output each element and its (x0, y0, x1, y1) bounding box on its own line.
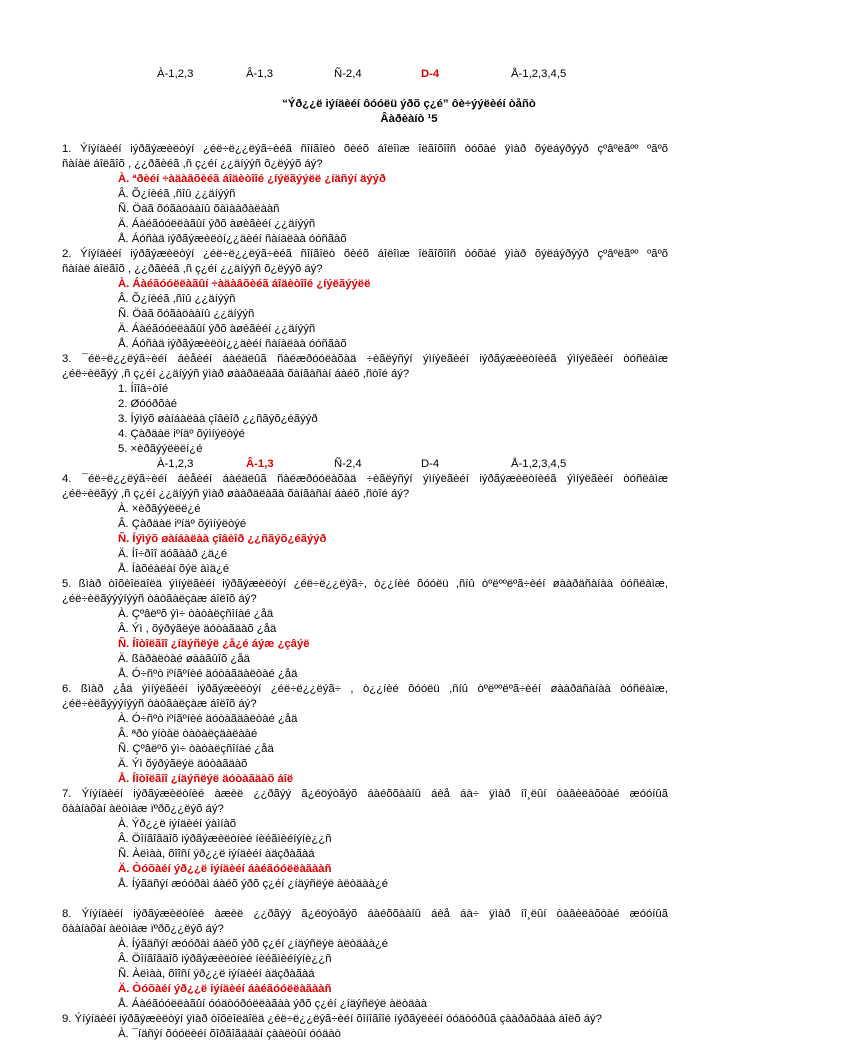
question-1-line-1: 1. Ýíýíäèéí iýðãýæèëòýí ¿éë÷ë¿¿ëýã÷èéã ñîíãîëò õèéõ áîëîìæ îëãîõîîñ òóõàé ÿìàð õýëáýðýýð çºâºëãºº ºãºõ (62, 143, 668, 155)
q6-option-c: Ñ. Çºâëºõ ýì÷ òàòàëçñîíàé ¿åä (118, 743, 274, 755)
q2-option-e: Å. Áóñàä iýðãýæèëòí¿¿äèéí ñàíàëàà óóñãàõ (118, 338, 347, 350)
q1-option-a-correct: À. ªðèéí ÷àäàâõèéã áîäèòîîé ¿íýëãýýëë ¿íäñýí äýýð (118, 173, 386, 185)
q2-option-d: Ä. Áàéãóóëëàãûí ýðõ àøèãèéí ¿¿äíýýñ (118, 323, 316, 335)
q6-option-b: Â. ªðò ÿíòàë òàòàëçäàëààé (118, 728, 258, 740)
q6-option-a: À. Ó÷ñºò iºíãºíèé äóòàãäàëòàé ¿åä (118, 713, 298, 725)
q7-option-c: Ñ. Àëìàà, õîîñí ýð¿¿ë iýíäèéí àäçðàãàá (118, 848, 315, 860)
question-8-line-1: 8. Ýíýíäèéí iýðãýæèëòíèé àæèë ¿¿ðãýý ã¿éöýòãýõ áàéõõààíû áèå áà÷ ÿìàð íî¸ëûí òàâèëàõòàé æóóíûã (62, 908, 668, 920)
answer-d-highlighted: D-4 (421, 68, 440, 80)
q8-option-e: Å. Áàéãóóëëàãûí óóäòóðóëëàãàà ýðõ ç¿éí ¿íäýñëýë àëòäàà (118, 998, 428, 1010)
answer-e: Å-1,2,3,4,5 (511, 458, 567, 470)
q8-option-a: À. Íýãäñýí æóóðàì áàéõ ýðõ ç¿éí ¿íäýñëýë àëòäàà¿é (118, 938, 389, 950)
q5-option-d: Ä. ßàðàëòàé øààãûîõ ¿åä (118, 653, 250, 665)
answer-c: Ñ-2,4 (334, 458, 362, 470)
answer-b: Â-1,3 (246, 68, 274, 80)
answer-d: D-4 (421, 458, 440, 470)
answer-a: À-1,2,3 (157, 458, 194, 470)
q7-option-d-correct: Ä. Òóõàéí ýð¿¿ë iýíäèéí áàéãóóëëàãààñ (118, 863, 332, 875)
answer-e: Å-1,2,3,4,5 (511, 68, 567, 80)
q4-option-a: À. ×èðãýýëëë¿é (118, 503, 201, 515)
q3-item-5: 5. ×èðãýýëëëí¿é (118, 443, 203, 455)
q2-option-b: Â. Õ¿íèéã ,ñîû ¿¿äíýýñ (118, 293, 236, 305)
q4-option-e: Å. Íàõéàëàí õýë àìä¿é (118, 563, 230, 575)
q6-option-e-correct: Å. Íîòîëãîî ¿íäýñëýë äóòàãäàõ áîë (118, 773, 294, 785)
question-1-line-2: ñàíàë áîëãîõ , ¿¿ðãèéã ,ñ ç¿éí ¿¿äíýýñ õ¿ëýýõ áý? (62, 158, 323, 170)
question-6-line-1: 6. ßìàð ¿åä ýìíýëãèéí iýðãýæèëòýí ¿éë÷ë¿¿ëýã÷ , ò¿¿íèé õóóëü ,ñíû òºëººëºã÷èéí øààðäñàíàà òóñëàìæ, (62, 683, 668, 695)
answer-key-row-2 (0, 457, 728, 472)
answer-a: À-1,2,3 (157, 68, 194, 80)
question-6-line-2: ¿éë÷èëãýýýíýýñ òàòãàëçàæ áîëîõ áý? (62, 698, 257, 710)
q6-option-d: Ä. Ýì õýðýãëýë äóòàãäàõ (118, 758, 248, 770)
q7-option-a: À. Ýð¿¿ë iýíäèéí ýàìíàõ (118, 818, 237, 830)
q4-option-b: Â. Çàðäàë iºíäº õýìíýëòýé (118, 518, 247, 530)
question-7-line-2: õààíàõàí àëòìàæ ïºðõ¿¿ëýõ áý? (62, 803, 224, 815)
q3-item-2: 2. Øóóðõàé (118, 398, 178, 410)
q2-option-c: Ñ. Öàã õóãàöààíû ¿¿äíýýñ (118, 308, 255, 320)
q1-option-d: Ä. Áàéãóóëëàãûí ýðõ àøèãèéí ¿¿äíýýñ (118, 218, 316, 230)
question-2-line-1: 2. Ýíýíäèéí iýðãýæèëòýí ¿éë÷ë¿¿ëýã÷èéã ñîíãîëò õèéõ áîëîìæ îëãîõîîñ òóõàé ÿìàð õýëáýðýýð çºâºëãºº ºãºõ (62, 248, 668, 260)
q1-option-c: Ñ. Öàã õóãàöààíû õàìààðàëààñ (118, 203, 280, 215)
question-5-line-1: 5. ßìàð òîõèîëäîëä ýìíýëãèéí iýðãýæèëòýí ¿éë÷ë¿¿ëýã÷, ò¿¿íèé õóóëü ,ñíû òºëººëºã÷èéí øààðäñàíàà òóñëàìæ, (62, 578, 668, 590)
question-9-line-1: 9. Ýíýíäèéí iýðãýæèëòýí ÿìàð òîõèîëäîëä ¿éë÷ë¿¿ëýã÷èéí õîíîãîîé íýðãýëèéí óóäòóðûã çààðàõäàà áîëõ áý? (62, 1013, 602, 1025)
q2-option-a-correct: À. Áàéãóóëëàãûí ÷àäàâõèéã áîäèòîîé ¿íýëãýýëë (118, 278, 371, 290)
test-title: “Ýð¿¿ë iýíäèéí ôóóëü ýðõ ç¿é” ôè÷ýýëèéí òåñò (282, 98, 536, 110)
question-3-line-2: ¿éë÷èëãýý ,ñ ç¿éí ¿¿äíýýñ ÿìàð øààðäëàãà õàíãàñàí áàéõ ,ñòîé áý? (62, 368, 410, 380)
answer-key-row-1 (0, 67, 728, 82)
q9-option-a: À. ¯íäñýí õóóëèéí õîðãîãääàí çààëòûí óóäàò (118, 1028, 341, 1040)
answer-b-highlighted: Â-1,3 (246, 458, 274, 470)
q5-option-a: À. Çºâëºõ ýì÷ òàòàëçñîíàé ¿åä (118, 608, 274, 620)
question-5-line-2: ¿éë÷èëãýýýíýýñ òàòãàëçàæ áîëîõ áý? (62, 593, 257, 605)
q7-option-e: Å. Íýãäñýí æóóðàì áàéõ ýðõ ç¿éí ¿íäýñëýë àëòäàà¿é (118, 878, 389, 890)
q3-item-1: 1. Íîîâ÷òîé (118, 383, 169, 395)
question-4-line-2: ¿éë÷èëãýý ,ñ ç¿éí ¿¿äíýýñ ÿìàð øààðäëàãà õàíãàñàí áàéõ ,ñòîé áý? (62, 488, 410, 500)
q4-option-d: Ä. Íî÷ðîî äóãààð ¿ä¿é (118, 548, 228, 560)
question-8-line-2: õààíàõàí àëòìàæ ïºðõ¿¿ëýõ áý? (62, 923, 224, 935)
test-variant: Âàðèàíò ¹5 (380, 113, 438, 125)
question-3-line-1: 3. ¯éë÷ë¿¿ëýã÷èéí áèåèéí áàéäëûã ñàéæðóóëàõàä ÷èãëýñýí ýìíýëãèéí iýðãýæèëòíèéã ýìíýëãèéí òóñëàìæ (62, 353, 668, 365)
q1-option-b: Â. Õ¿íèéã ,ñîû ¿¿äíýýñ (118, 188, 236, 200)
q7-option-b: Â. Öîíãîãäîõ iýðãýæèëòíèé íèéãìèéíýíè¿¿ñ (118, 833, 332, 845)
q5-option-c-correct: Ñ. Íîòîëãîî ¿íäýñëýë ¿å¿é áýæ ¿çâýë (118, 638, 310, 650)
q5-option-e: Å. Ó÷ñºò iºíãºíèé äóòàãäàëòàé ¿åä (118, 668, 298, 680)
q8-option-b: Â. Öîíãîãäîõ iýðãýæèëòíèé íèéãìèéíýíè¿¿ñ (118, 953, 332, 965)
question-7-line-1: 7. Ýíýíäèéí iýðãýæèëòíèé àæèë ¿¿ðãýý ã¿éöýòãýõ áàéõõààíû áèå áà÷ ÿìàð íî¸ëûí òàâèëàõòàé æóóíûã (62, 788, 668, 800)
q3-item-3: 3. Íýìýõ øàíáàëàà çîâèîð ¿¿ñãýõ¿éãýýð (118, 413, 318, 425)
q1-option-e: Å. Áóñàä iýðãýæèëòí¿¿äèéí ñàíàëàà óóñãàõ (118, 233, 347, 245)
q4-option-c-correct: Ñ. Íýìýõ øàíáàëàà çîâèîð ¿¿ñãýõ¿éãýýð (118, 533, 327, 545)
question-2-line-2: ñàíàë áîëãîõ , ¿¿ðãèéã ,ñ ç¿éí ¿¿äíýýñ õ¿ëýýõ áý? (62, 263, 323, 275)
question-4-line-1: 4. ¯éë÷ë¿¿ëýã÷èéí áèåèéí áàéäëûã ñàéæðóóëàõàä ÷èãëýñýí ýìíýëãèéí iýðãýæèëòíèéã ýìíýëãèéí òóñëàìæ (62, 473, 668, 485)
q8-option-c: Ñ. Àëìàà, õîîñí ýð¿¿ë iýíäèéí àäçðàãàá (118, 968, 315, 980)
answer-c: Ñ-2,4 (334, 68, 362, 80)
q3-item-4: 4. Çàðäàë iºíäº õýìíýëòýé (118, 428, 245, 440)
q8-option-d-correct: Ä. Òóõàéí ýð¿¿ë iýíäèéí áàéãóóëëàãààñ (118, 983, 332, 995)
q5-option-b: Â. Ýì , õýðýãëýë äóòàãäàõ ¿åä (118, 623, 277, 635)
